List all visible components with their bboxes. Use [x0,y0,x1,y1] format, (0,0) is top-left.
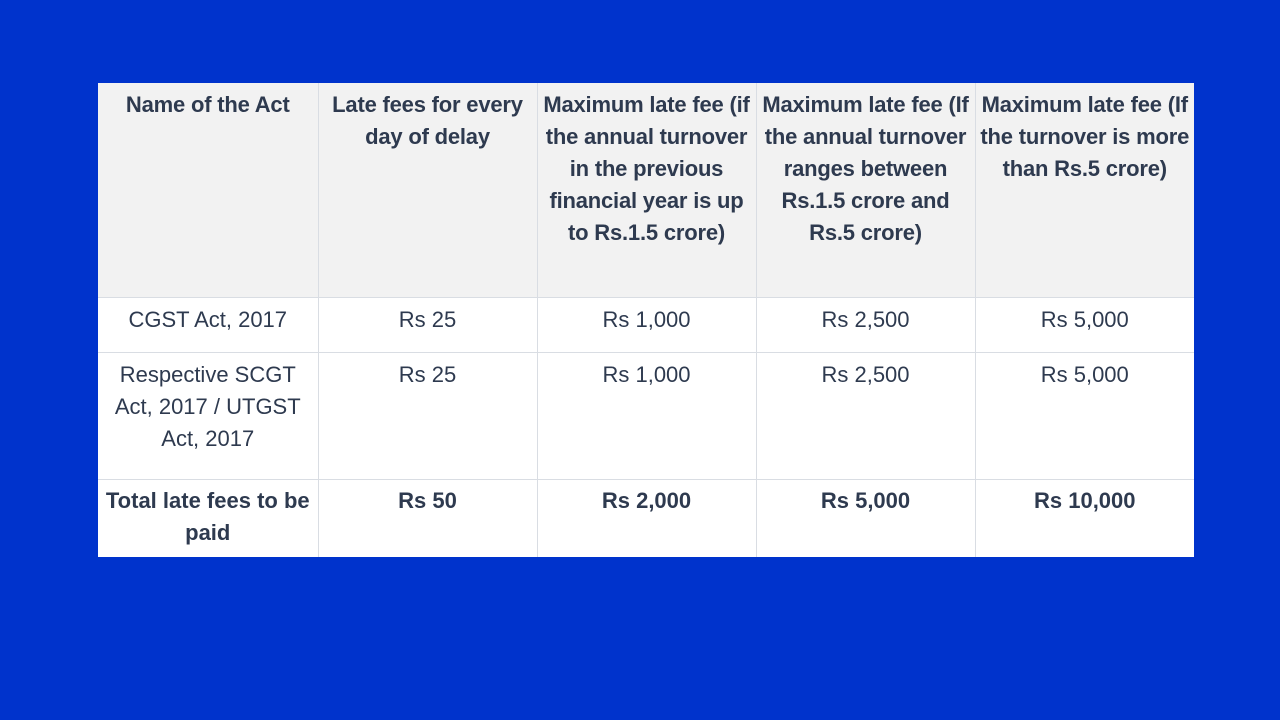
cell-max-fee-tier-2: Rs 2,500 [756,353,975,480]
table-row [98,298,1194,353]
cell-max-fee-tier-3: Rs 5,000 [975,353,1194,480]
cell-act-name: Respective SCGT Act, 2017 / UTGST Act, 2017 [98,353,318,480]
cell-act-name: CGST Act, 2017 [98,298,318,353]
cell-total-tier-1: Rs 2,000 [537,480,756,558]
cell-daily-fee: Rs 25 [318,298,537,353]
cell-daily-fee: Rs 25 [318,353,537,480]
table-total-row [98,480,1194,558]
cell-max-fee-tier-1: Rs 1,000 [537,353,756,480]
cell-total-label: Total late fees to be paid [98,480,318,558]
table-header-row [98,83,1194,298]
cell-max-fee-tier-1: Rs 1,000 [537,298,756,353]
header-daily-fee: Late fees for every day of delay [318,83,537,298]
cell-max-fee-tier-2: Rs 2,500 [756,298,975,353]
header-act-name: Name of the Act [98,83,318,298]
cell-total-tier-2: Rs 5,000 [756,480,975,558]
cell-total-tier-3: Rs 10,000 [1033,488,1136,513]
header-max-fee-1-5-to-5-crore: Maximum late fee (If the annual turnover ranges between Rs.1.5 crore and Rs.5 crore) [756,83,975,298]
cell-max-fee-tier-3: Rs 5,000 [975,298,1194,353]
late-fee-table-container [98,83,1194,557]
cell-total-daily-fee: Rs 50 [318,480,537,558]
header-max-fee-up-to-1-5-crore: Maximum late fee (if the annual turnover in the previous financial year is up to Rs.1.5 crore) [537,83,756,298]
table-row [98,353,1194,480]
late-fee-table [98,83,1194,557]
header-max-fee-above-5-crore: Maximum late fee (If the turnover is more than Rs.5 crore) [975,83,1194,298]
